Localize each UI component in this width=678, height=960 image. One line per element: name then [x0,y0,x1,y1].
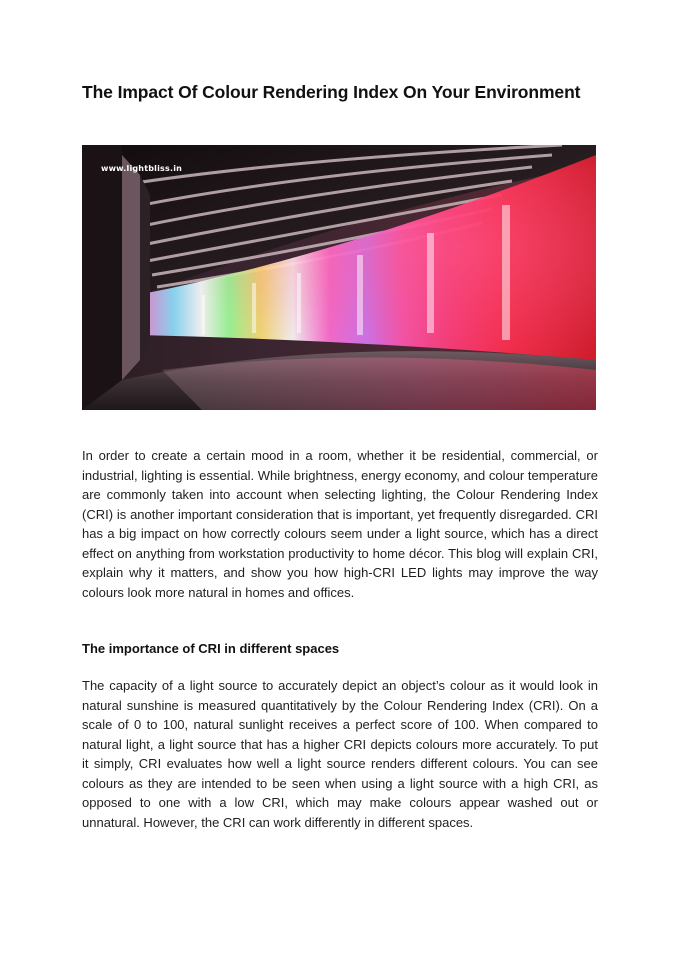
section-heading: The importance of CRI in different spaces [82,641,340,656]
image-watermark: www.lightbliss.in [101,164,183,173]
lit-tunnel-image [82,145,596,410]
section-paragraph: The capacity of a light source to accurately depict an object’s colour as it would look in natural sunshine is measured quantitatively by the Colour Rendering Index (CRI). On a scale of 0 to 100, natural sunlight receives a perfect score of 100. When compared to natural light, a light source that has a higher CRI depicts colours more accurately. To put it simply, CRI evaluates how well a light source renders different colours. You can see colours as they are intended to be seen when using a light source with a high CRI, as opposed to one with a low CRI, which may make colours appear washed out or unnatural. However, the CRI can work differently in different spaces. [82,678,598,830]
intro-paragraph: In order to create a certain mood in a room, whether it be residential, commercial, or industrial, lighting is essential. While brightness, energy economy, and colour temperature are commonly taken into account when selecting lighting, the Colour Rendering Index (CRI) is another important consideration that is important, yet frequently disregarded. CRI has a big impact on how correctly colours seem under a light source, which has a direct effect on anything from workstation productivity to home décor. This blog will explain CRI, explain why it matters, and show you how high-CRI LED lights may improve the way colours look more natural in homes and offices. [82,448,598,600]
page-title: The Impact Of Colour Rendering Index On Your Environment [82,82,581,102]
tunnel-photo [82,145,596,410]
